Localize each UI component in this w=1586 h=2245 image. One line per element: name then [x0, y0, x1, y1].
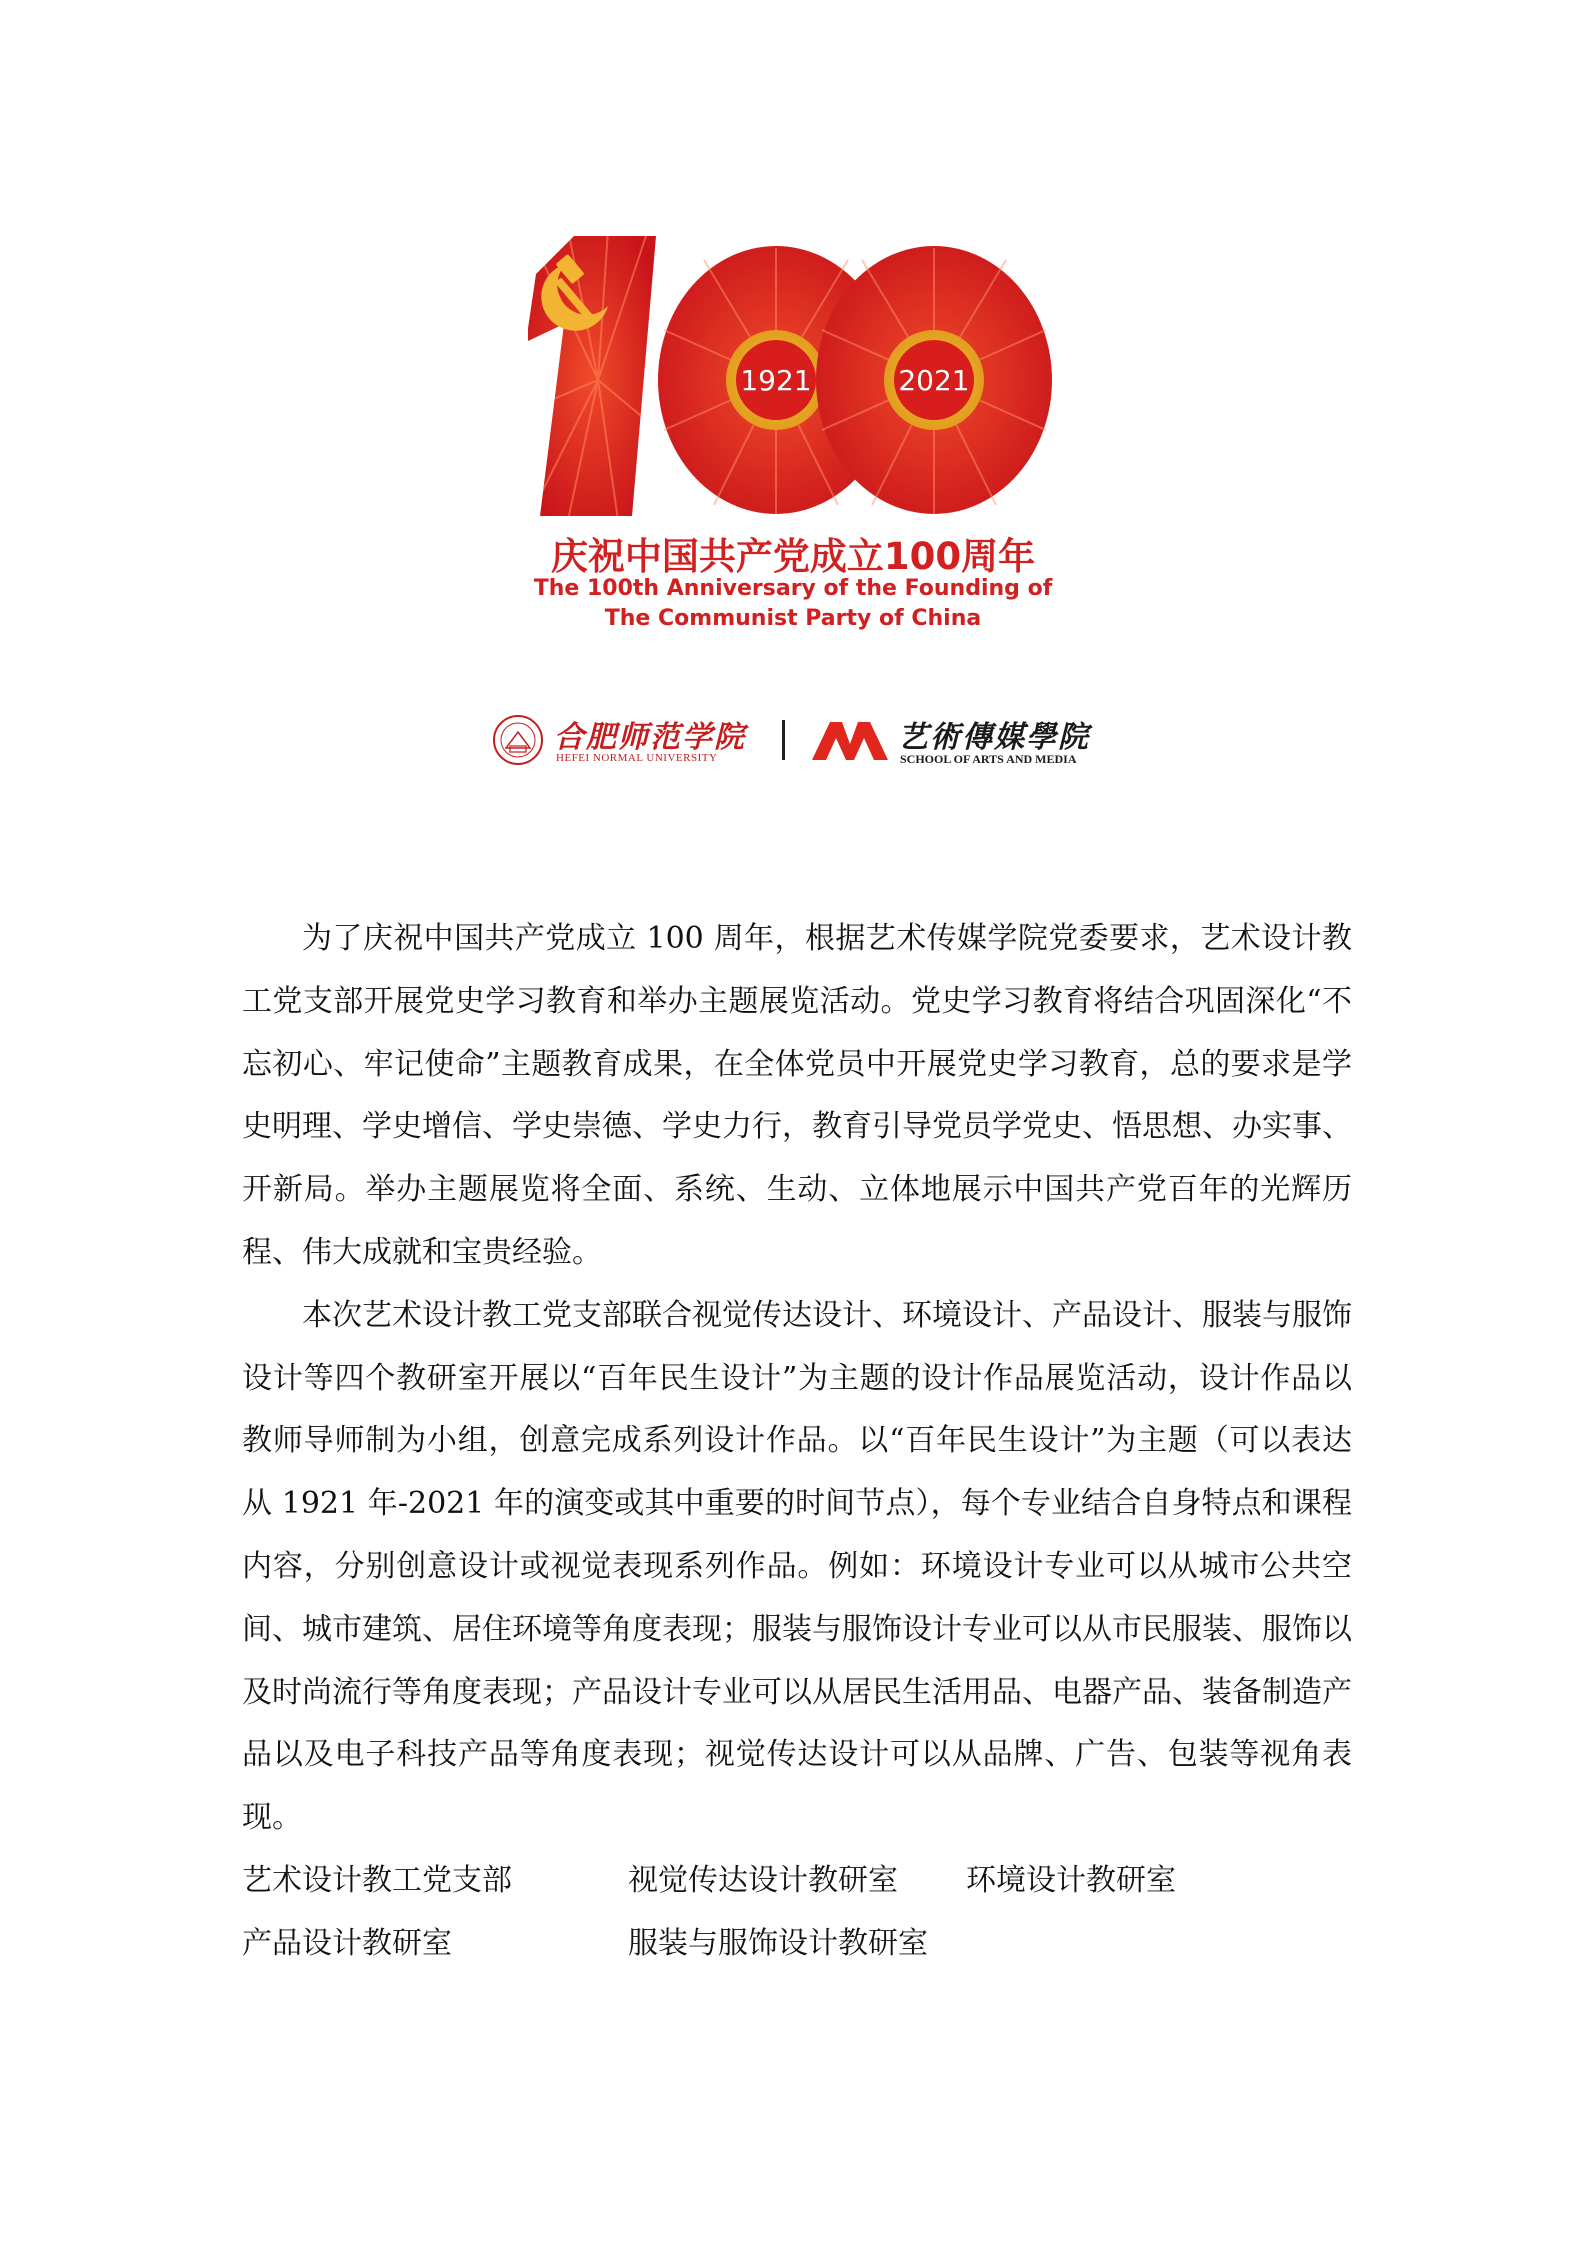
- emblem-title-en-line1: The 100th Anniversary of the Founding of: [533, 576, 1053, 601]
- signature-fashion-design: 服装与服饰设计教研室: [628, 1925, 928, 1961]
- signature-visual-design: 视觉传达设计教研室: [628, 1862, 898, 1898]
- year-end-label: 2021: [898, 364, 970, 397]
- school-logos: [492, 712, 1112, 772]
- hfnu-seal-icon: [492, 714, 544, 766]
- signature-party-branch: 艺术设计教工党支部: [242, 1862, 512, 1898]
- notice-body: [242, 908, 1352, 1976]
- emblem-title-cn: 庆祝中国共产党成立100周年: [550, 535, 1036, 578]
- signature-row-2: [242, 1913, 1352, 1976]
- hfnu-name-en: HEFEI NORMAL UNIVERSITY: [556, 752, 718, 764]
- school-name-en: SCHOOL OF ARTS AND MEDIA: [900, 752, 1077, 766]
- emblem-title-en-line2: The Communist Party of China: [604, 606, 982, 631]
- signature-product-design: 产品设计教研室: [242, 1925, 452, 1961]
- centenary-emblem: [528, 230, 1058, 650]
- arts-media-mark-icon: [812, 720, 888, 760]
- hfnu-name-cn: 合肥师范学院: [554, 720, 746, 755]
- signature-row-1: [242, 1850, 1352, 1913]
- signature-environment-design: 环境设计教研室: [966, 1862, 1176, 1898]
- logo-divider: [782, 720, 785, 760]
- centenary-100-logo: [528, 230, 1058, 520]
- digit-zero-right: [816, 246, 1052, 514]
- paragraph-1: 为了庆祝中国共产党成立 100 周年，根据艺术传媒学院党委要求，艺术设计教工党支部开展党史学习教育和举办主题展览活动。党史学习教育将结合巩固深化“不忘初心、牢记使命”主题教育成果，在全体党员中开展党史学习教育，总的要求是学史明理、学史增信、学史崇德、学史力行，教育引导党员学党史、悟思想、办实事、开新局。举办主题展览将全面、系统、生动、立体地展示中国共产党百年的光辉历程、伟大成就和宝贵经验。: [242, 921, 1352, 1270]
- school-name-cn: 艺術傳媒學院: [898, 720, 1090, 755]
- paragraph-2: 本次艺术设计教工党支部联合视觉传达设计、环境设计、产品设计、服装与服饰设计等四个教研室开展以“百年民生设计”为主题的设计作品展览活动，设计作品以教师导师制为小组，创意完成系列设计作品。以“百年民生设计”为主题（可以表达从 1921 年-2021 年的演变或其中重要的时间节点），每个专业结合自身特点和课程内容，分别创意设计或视觉表现系列作品。例如：环境设计专业可以从城市公共空间、城市建筑、居住环境等角度表现；服装与服饰设计专业可以从市民服装、服饰以及时尚流行等角度表现；产品设计专业可以从居民生活用品、电器产品、装备制造产品以及电子科技产品等角度表现；视觉传达设计可以从品牌、广告、包装等视角表现。: [242, 1297, 1352, 1836]
- year-start-label: 1921: [740, 364, 812, 397]
